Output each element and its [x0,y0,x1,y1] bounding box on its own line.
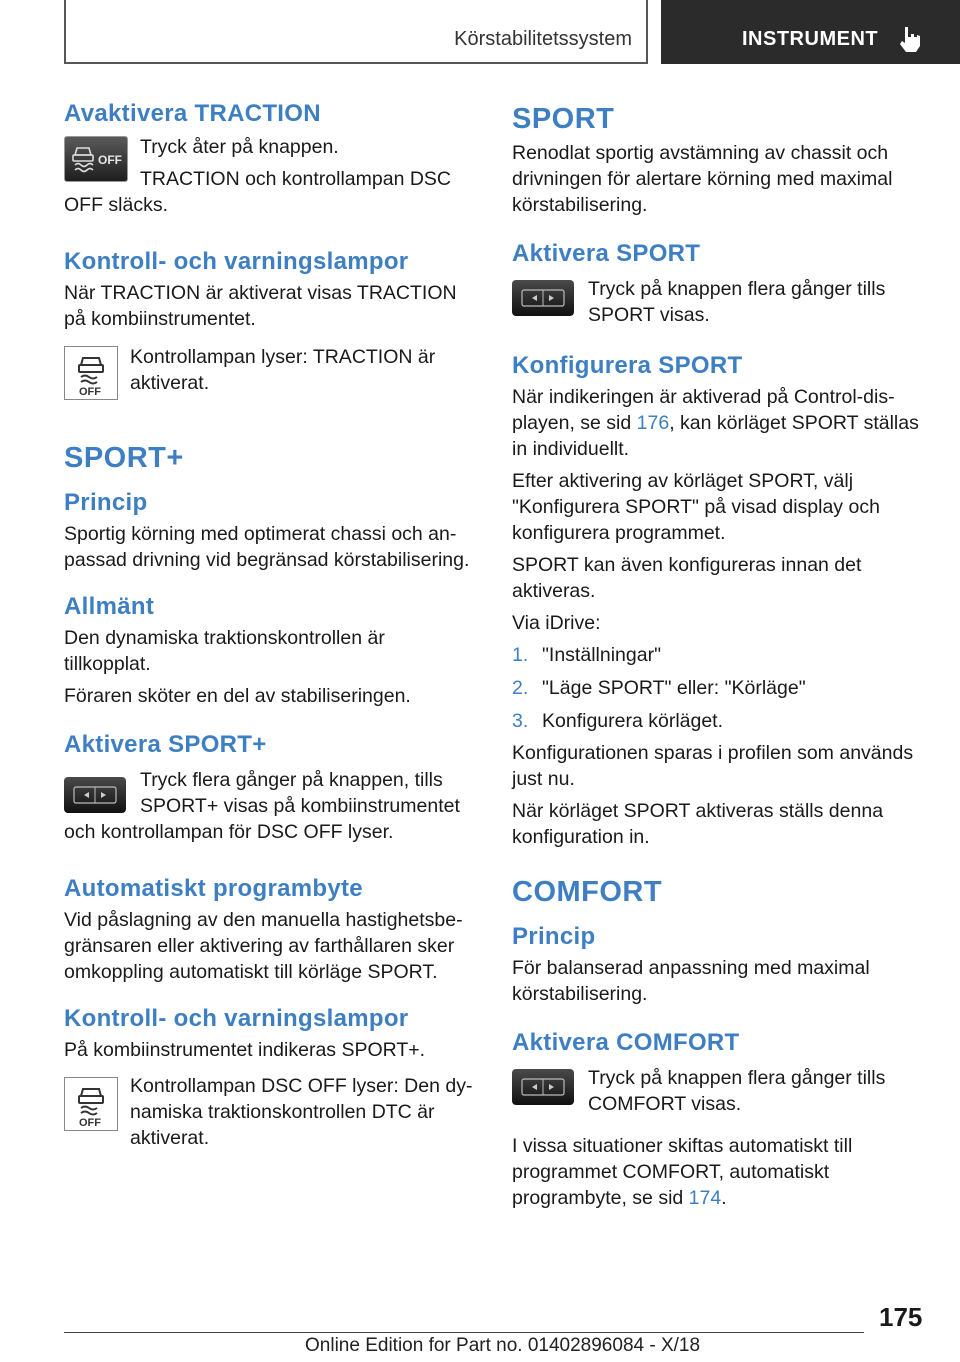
dsc-off-lamp-icon-2 [64,1077,118,1131]
header-chapter-title: INSTRUMENT [742,28,879,50]
heading-configure-sport: Konfigurera SPORT [512,352,743,379]
activate-comfort-text: Tryck på knappen flera gånger tills COMFORT visas. [588,1067,886,1115]
lamps2-text-1: På kombiinstrumentet indikeras SPORT+. [64,1039,426,1061]
comfort-auto-text-a: I vissa situationer skiftas automatiskt till programmet COMFORT, automatiskt programbyte, se sid [512,1135,853,1209]
config-text-5: Konfigurationen sparas i profilen som används just nu. [512,742,914,790]
heading-activate-comfort: Aktivera COMFORT [512,1029,740,1056]
deactivate-step-2a: TRACTION och kontrollampan DSC [140,168,452,190]
dsc-off-lamp-icon [64,346,118,400]
comfort-auto-text-b: . [721,1187,727,1209]
config-text-1a: När indikeringen är aktiverad på Control-displayen, se sid [512,386,895,434]
heading-activate-sportplus: Aktivera SPORT+ [64,731,267,758]
left-column [64,100,476,1151]
sport-text: Renodlat sportig avstämning av chassit och drivningen för alertare körning med maximal körstabilisering. [512,142,893,216]
comfort-auto-text [512,1133,924,1211]
config-text-6: När körläget SPORT aktiveras ställs denna konfiguration in. [512,800,884,848]
heading-activate-sport: Aktivera SPORT [512,240,701,267]
heading-general: Allmänt [64,593,155,620]
heading-sportplus: SPORT+ [64,442,184,474]
right-column [512,100,924,1211]
heading-lamps-1: Kontroll- och varningslampor [64,248,409,275]
activate-sport-text: Tryck på knappen flera gånger tills SPORT visas. [588,278,886,326]
activate-sportplus-text-a: Tryck flera gånger på knappen, tills SPORT+ visas på kombiinstrumentet [140,769,460,817]
config-text-1 [512,384,924,462]
driving-mode-switch-icon-3 [512,1069,574,1105]
footer-edition: Online Edition for Part no. 01402896084 - X/18 [305,1335,701,1356]
general-text-1: Den dynamiska traktionskontrollen är tillkopplat. [64,627,385,675]
lamps-text-2: Kontrollampan lyser: TRACTION är aktiverat. [130,346,436,394]
footer-divider [64,1332,864,1333]
dsc-off-lamp-text: OFF [79,386,101,398]
heading-comfort: COMFORT [512,876,663,908]
deactivate-step-2b: OFF släcks. [64,194,169,216]
config-text-3: SPORT kan även konfigureras innan det aktiveras. [512,554,862,602]
idrive-steps-list [512,642,924,734]
heading-principle-2: Princip [512,923,596,950]
general-text-2: Föraren sköter en del av stabiliseringen. [64,685,411,707]
driving-mode-switch-icon [64,777,126,813]
dsc-off-button-text: OFF [98,153,122,167]
page-ref-176[interactable]: 176 [636,412,670,434]
list-item: 3. Konfigurera körläget. [512,710,724,732]
driving-mode-switch-icon-2 [512,280,574,316]
auto-program-text: Vid påslagning av den manuella hastighetsbegränsaren eller aktivering av farthållaren sker omkoppling automatiskt till körläge SPORT. [64,909,463,983]
dsc-off-button-icon [64,136,128,182]
dsc-off-lamp-text-2: OFF [79,1117,101,1129]
principle-text-1: Sportig körning med optimerat chassi och anpassad drivning vid begränsad körstabilisering. [64,523,470,571]
hand-pointer-icon [895,24,925,54]
config-text-2: Efter aktivering av körläget SPORT, välj "Konfigurera SPORT" på visad display och konfigurera programmet. [512,470,880,544]
heading-principle-1: Princip [64,489,148,516]
list-item: 1. "Inställningar" [512,644,661,666]
deactivate-step-1: Tryck åter på knappen. [140,136,339,158]
heading-sport: SPORT [512,103,615,135]
header-section-tab [64,0,648,64]
lamps-text-1: När TRACTION är aktiverat visas TRACTION på kombiinstrumentet. [64,282,457,330]
header-chapter-tab [661,0,960,64]
principle-text-2: För balanserad anpassning med maximal körstabilisering. [512,957,870,1005]
page-ref-174[interactable]: 174 [688,1187,722,1209]
heading-deactivate-traction: Avaktivera TRACTION [64,100,321,127]
heading-auto-program-change: Automatiskt programbyte [64,875,363,902]
lamps2-text-2: Kontrollampan DSC OFF lyser: Den dynamiska traktionskontrollen DTC är aktiverat. [130,1075,473,1149]
activate-sportplus-text-b: och kontrollampan för DSC OFF lyser. [64,821,394,843]
header-section-title: Körstabilitetssystem [454,28,632,50]
page-number: 175 [879,1302,923,1332]
config-text-1b: , kan körläget SPORT ställas in individuellt. [512,412,919,460]
config-text-4: Via iDrive: [512,612,601,634]
heading-lamps-2: Kontroll- och varningslampor [64,1005,409,1032]
list-item: 2. "Läge SPORT" eller: "Körläge" [512,677,806,699]
